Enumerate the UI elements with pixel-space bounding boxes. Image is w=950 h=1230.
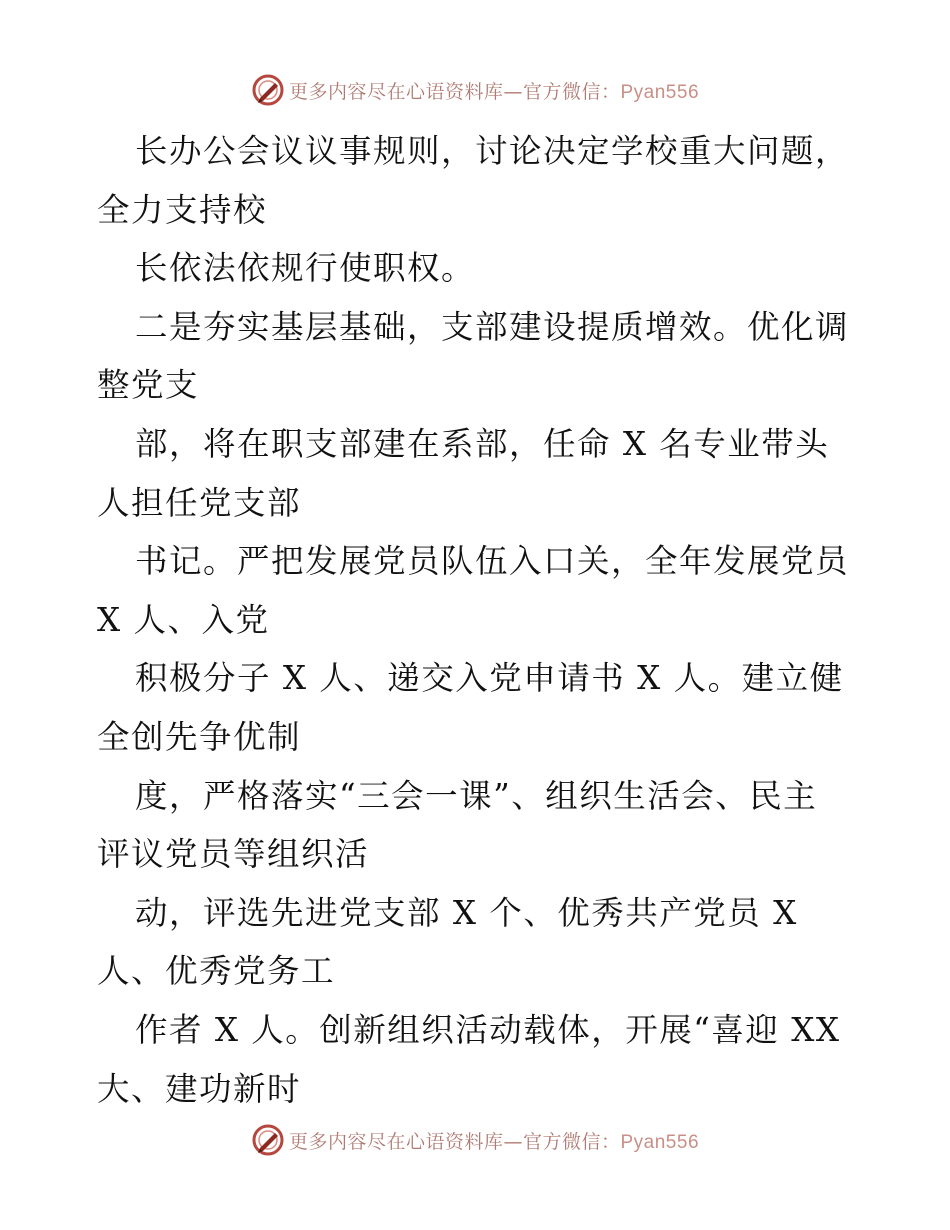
paragraph-line: 动，评选先进党支部 X 个、优秀共产党员 X [135,893,798,932]
paragraph-line: 全创先争优制 [97,717,302,756]
paragraph-line: 作者 X 人。创新组织活动载体，开展“喜迎 XX [135,1010,841,1049]
watermark-separator: — [503,80,523,103]
paragraph-line: 人、优秀党务工 [97,952,336,991]
paragraph-line: 书记。严把发展党员队伍入口关，全年发展党员 [135,542,850,581]
watermark-main: 更多内容尽在心语资料库 [288,80,504,103]
watermark-wechat-id: Pyan556 [620,81,700,103]
watermark-text [289,77,699,104]
watermark-text [289,1127,699,1154]
paragraph-line: 二是夯实基层基础，支部建设提质增效。优化调 [135,307,850,346]
pen-circle-logo-icon [251,73,285,107]
paragraph-line: 全力支持校 [97,190,268,229]
paragraph-line: 大、建功新时 [97,1069,302,1108]
paragraph-line: 人担任党支部 [97,483,302,522]
footer-watermark-banner [0,1120,950,1160]
paragraph-line: 整党支 [97,366,200,405]
watermark-main: 更多内容尽在心语资料库 [288,1130,504,1153]
header-watermark-banner [0,70,950,110]
paragraph-line: 部，将在职支部建在系部，任命 X 名专业带头 [135,424,830,463]
paragraph-line: X 人、入党 [97,600,270,639]
pen-circle-logo-icon [251,1123,285,1157]
watermark-separator: — [503,1130,523,1153]
paragraph-line: 长依法依规行使职权。 [135,249,476,288]
paragraph-line: 评议党员等组织活 [97,835,370,874]
document-body [97,122,857,1118]
paragraph-line: 长办公会议议事规则，讨论决定学校重大问题， [135,132,850,170]
watermark-wechat-id: Pyan556 [620,1131,700,1153]
watermark-wechat-label: 官方微信： [522,80,621,103]
paragraph-line: 度，严格落实“三会一课”、组织生活会、民主 [135,776,818,815]
watermark-wechat-label: 官方微信： [522,1130,621,1153]
paragraph-line: 积极分子 X 人、递交入党申请书 X 人。建立健 [135,659,844,698]
